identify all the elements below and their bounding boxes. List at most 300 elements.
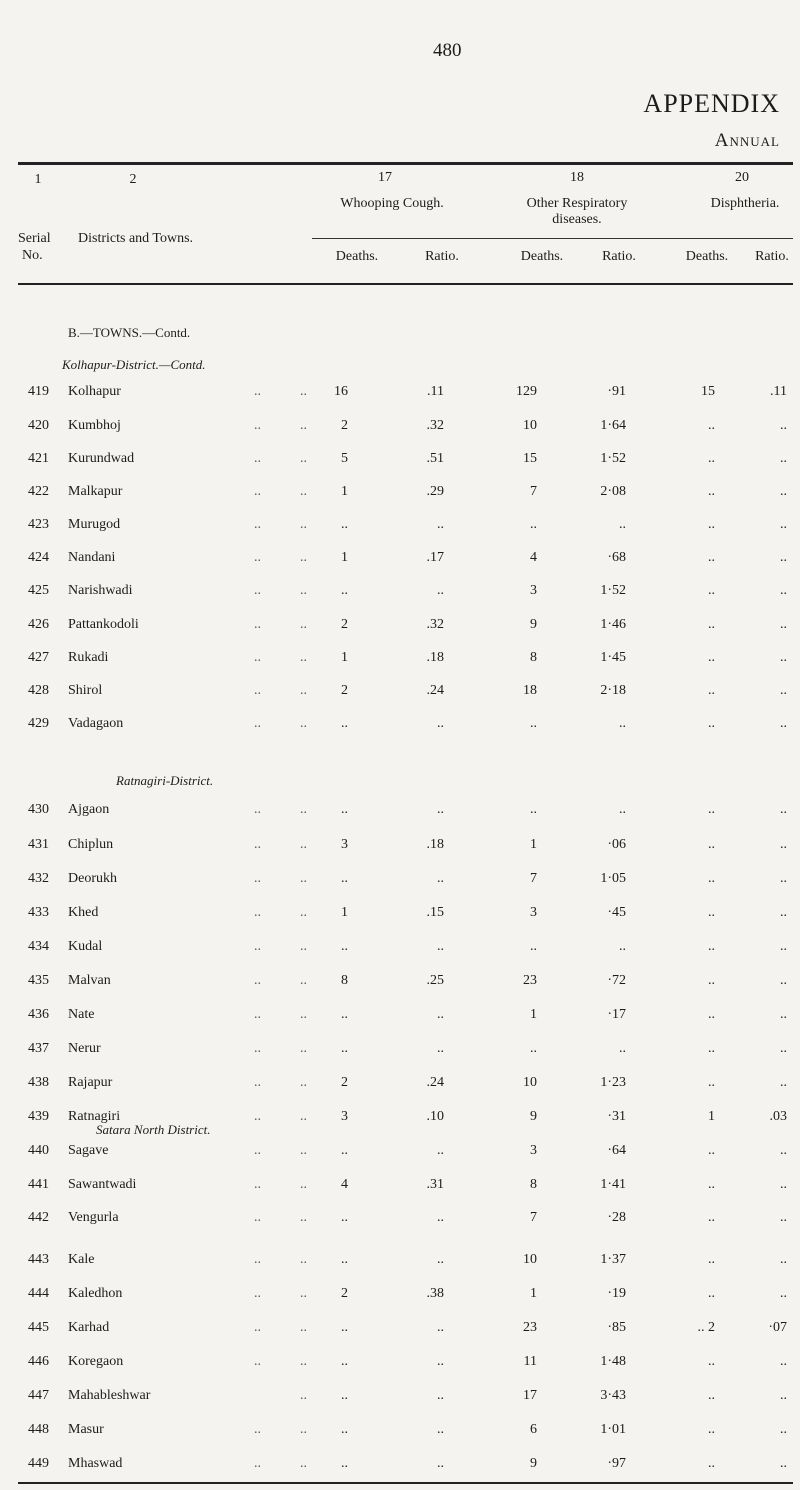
diphtheria-deaths: .. bbox=[708, 1210, 715, 1225]
col-title-diphtheria: Disphtheria. bbox=[710, 196, 780, 211]
diphtheria-deaths: .. bbox=[708, 716, 715, 731]
leader-dots: .. bbox=[254, 1320, 261, 1335]
diphtheria-ratio: .. bbox=[780, 837, 787, 852]
whooping-cough-ratio: .. bbox=[437, 1320, 444, 1335]
town-name: Narishwadi bbox=[68, 583, 133, 598]
diphtheria-deaths: .. bbox=[708, 1354, 715, 1369]
diphtheria-deaths: .. bbox=[708, 583, 715, 598]
whooping-cough-ratio: .24 bbox=[426, 683, 444, 698]
leader-dots: .. bbox=[300, 1320, 307, 1335]
respiratory-deaths: 10 bbox=[523, 1075, 537, 1090]
leader-dots: .. bbox=[300, 484, 307, 499]
respiratory-deaths: 1 bbox=[530, 1286, 537, 1301]
diphtheria-deaths: .. 2 bbox=[697, 1320, 715, 1335]
respiratory-ratio: 1·64 bbox=[600, 418, 626, 433]
table-row bbox=[0, 716, 800, 750]
town-name: Khed bbox=[68, 905, 99, 920]
serial-number: 444 bbox=[28, 1286, 49, 1301]
diphtheria-ratio: .. bbox=[780, 871, 787, 886]
town-name: Mhaswad bbox=[68, 1456, 123, 1471]
diphtheria-deaths: .. bbox=[708, 1075, 715, 1090]
diphtheria-deaths: .. bbox=[708, 451, 715, 466]
diphtheria-ratio: .. bbox=[780, 1456, 787, 1471]
diphtheria-deaths: .. bbox=[708, 837, 715, 852]
table-row bbox=[0, 802, 800, 836]
leader-dots: .. bbox=[300, 1354, 307, 1369]
table-row bbox=[0, 1075, 800, 1109]
leader-dots: .. bbox=[300, 939, 307, 954]
leader-dots: .. bbox=[300, 683, 307, 698]
whooping-cough-ratio: .. bbox=[437, 1456, 444, 1471]
leader-dots: .. bbox=[300, 1252, 307, 1267]
diphtheria-ratio: .. bbox=[780, 939, 787, 954]
respiratory-deaths: .. bbox=[530, 802, 537, 817]
diphtheria-ratio: .. bbox=[780, 517, 787, 532]
col-num-20: 20 bbox=[735, 170, 749, 185]
whooping-cough-ratio: .. bbox=[437, 1041, 444, 1056]
leader-dots: .. bbox=[300, 550, 307, 565]
town-name: Murugod bbox=[68, 517, 121, 532]
whooping-cough-ratio: .38 bbox=[426, 1286, 444, 1301]
respiratory-ratio: 1·05 bbox=[600, 871, 626, 886]
serial-number: 431 bbox=[28, 837, 49, 852]
diphtheria-deaths: .. bbox=[708, 650, 715, 665]
respiratory-ratio: 1·23 bbox=[600, 1075, 626, 1090]
leader-dots: .. bbox=[254, 617, 261, 632]
serial-number: 439 bbox=[28, 1109, 49, 1124]
respiratory-ratio: 1·41 bbox=[600, 1177, 626, 1192]
respiratory-deaths: .. bbox=[530, 716, 537, 731]
table-row bbox=[0, 837, 800, 871]
respiratory-deaths: 3 bbox=[530, 905, 537, 920]
diphtheria-ratio: .. bbox=[780, 1177, 787, 1192]
diphtheria-ratio: .. bbox=[780, 802, 787, 817]
diphtheria-deaths: .. bbox=[708, 418, 715, 433]
diphtheria-deaths: .. bbox=[708, 1422, 715, 1437]
respiratory-ratio: 3·43 bbox=[600, 1388, 626, 1403]
respiratory-deaths: 7 bbox=[530, 871, 537, 886]
respiratory-ratio: 1·46 bbox=[600, 617, 626, 632]
whooping-cough-deaths: .. bbox=[341, 716, 348, 731]
respiratory-deaths: 9 bbox=[530, 1456, 537, 1471]
town-name: Nerur bbox=[68, 1041, 101, 1056]
leader-dots: .. bbox=[254, 1210, 261, 1225]
col-num-serial: 1 bbox=[34, 172, 42, 187]
serial-number: 429 bbox=[28, 716, 49, 731]
diphtheria-ratio: .. bbox=[780, 1143, 787, 1158]
table-row bbox=[0, 871, 800, 905]
respiratory-deaths: 3 bbox=[530, 583, 537, 598]
serial-number: 447 bbox=[28, 1388, 49, 1403]
diphtheria-ratio: .. bbox=[780, 650, 787, 665]
table-row bbox=[0, 973, 800, 1007]
serial-number: 441 bbox=[28, 1177, 49, 1192]
diphtheria-deaths: .. bbox=[708, 1456, 715, 1471]
leader-dots: .. bbox=[254, 1252, 261, 1267]
whooping-cough-deaths: 2 bbox=[341, 418, 348, 433]
serial-number: 435 bbox=[28, 973, 49, 988]
diphtheria-deaths: .. bbox=[708, 550, 715, 565]
leader-dots: .. bbox=[254, 451, 261, 466]
section-towns: B.—TOWNS.—Contd. bbox=[68, 325, 191, 340]
respiratory-ratio: .. bbox=[619, 939, 626, 954]
leader-dots: .. bbox=[254, 384, 261, 399]
town-name: Pattankodoli bbox=[68, 617, 139, 632]
diphtheria-ratio: ·07 bbox=[768, 1320, 787, 1335]
table-row bbox=[0, 583, 800, 617]
table-row bbox=[0, 1041, 800, 1075]
leader-dots: .. bbox=[300, 384, 307, 399]
respiratory-deaths: 4 bbox=[530, 550, 537, 565]
table-row bbox=[0, 517, 800, 551]
diphtheria-deaths: .. bbox=[708, 973, 715, 988]
town-name: Kumbhoj bbox=[68, 418, 121, 433]
section-satara: Satara North District. bbox=[96, 1122, 211, 1137]
whooping-cough-deaths: .. bbox=[341, 517, 348, 532]
whooping-cough-deaths: 4 bbox=[341, 1177, 348, 1192]
leader-dots: .. bbox=[300, 837, 307, 852]
serial-number: 432 bbox=[28, 871, 49, 886]
town-name: Mahableshwar bbox=[68, 1388, 151, 1403]
leader-dots: .. bbox=[300, 802, 307, 817]
col-num-17: 17 bbox=[378, 170, 392, 185]
leader-dots: .. bbox=[300, 1388, 307, 1403]
respiratory-ratio: ·28 bbox=[607, 1210, 626, 1225]
serial-label-2: No. bbox=[22, 248, 43, 263]
table-row bbox=[0, 1354, 800, 1388]
diphtheria-ratio: .. bbox=[780, 1388, 787, 1403]
diphtheria-ratio: .. bbox=[780, 1354, 787, 1369]
whooping-cough-deaths: 8 bbox=[341, 973, 348, 988]
serial-number: 426 bbox=[28, 617, 49, 632]
respiratory-ratio: .. bbox=[619, 802, 626, 817]
diphtheria-ratio: .. bbox=[780, 973, 787, 988]
town-name: Ajgaon bbox=[68, 802, 110, 817]
section-kolhapur: Kolhapur-District.—Contd. bbox=[62, 357, 206, 372]
respiratory-ratio: ·19 bbox=[607, 1286, 626, 1301]
leader-dots: .. bbox=[254, 1109, 261, 1124]
table-row bbox=[0, 1252, 800, 1286]
table-row bbox=[0, 1286, 800, 1320]
whooping-cough-ratio: .18 bbox=[426, 837, 444, 852]
diphtheria-ratio: .. bbox=[780, 1210, 787, 1225]
respiratory-deaths: 23 bbox=[523, 1320, 537, 1335]
whooping-cough-ratio: .. bbox=[437, 1210, 444, 1225]
leader-dots: .. bbox=[254, 871, 261, 886]
serial-number: 434 bbox=[28, 939, 49, 954]
serial-number: 424 bbox=[28, 550, 49, 565]
diphtheria-ratio: .. bbox=[780, 451, 787, 466]
town-name: Sagave bbox=[68, 1143, 109, 1158]
leader-dots: .. bbox=[300, 716, 307, 731]
bottom-rule bbox=[18, 1482, 793, 1484]
town-name: Vengurla bbox=[68, 1210, 119, 1225]
respiratory-ratio: 1·45 bbox=[600, 650, 626, 665]
leader-dots: .. bbox=[254, 1354, 261, 1369]
town-name: Shirol bbox=[68, 683, 103, 698]
diphtheria-deaths: .. bbox=[708, 1252, 715, 1267]
col-title-other-respiratory-1: Other Respiratory bbox=[526, 196, 628, 211]
leader-dots: .. bbox=[300, 451, 307, 466]
leader-dots: .. bbox=[254, 1177, 261, 1192]
whooping-cough-ratio: .32 bbox=[426, 617, 444, 632]
whooping-cough-ratio: .. bbox=[437, 1007, 444, 1022]
diphtheria-ratio: .03 bbox=[769, 1109, 787, 1124]
table-row bbox=[0, 650, 800, 684]
table-row bbox=[0, 617, 800, 651]
respiratory-deaths: 7 bbox=[530, 1210, 537, 1225]
whooping-cough-deaths: 1 bbox=[341, 905, 348, 920]
whooping-cough-deaths: 2 bbox=[341, 1075, 348, 1090]
whooping-cough-ratio: .. bbox=[437, 583, 444, 598]
whooping-cough-deaths: 3 bbox=[341, 837, 348, 852]
diphtheria-deaths: 15 bbox=[701, 384, 715, 399]
diphtheria-deaths: .. bbox=[708, 939, 715, 954]
section-ratnagiri: Ratnagiri-District. bbox=[116, 773, 214, 788]
serial-number: 427 bbox=[28, 650, 49, 665]
serial-number: 430 bbox=[28, 802, 49, 817]
leader-dots: .. bbox=[254, 650, 261, 665]
serial-number: 438 bbox=[28, 1075, 49, 1090]
serial-number: 446 bbox=[28, 1354, 49, 1369]
diphtheria-ratio: .. bbox=[780, 1041, 787, 1056]
leader-dots: .. bbox=[254, 517, 261, 532]
col-num-district: 2 bbox=[129, 172, 137, 187]
annual-subtitle: Annual bbox=[714, 130, 780, 151]
whooping-cough-ratio: .. bbox=[437, 1252, 444, 1267]
leader-dots: .. bbox=[254, 1422, 261, 1437]
whooping-cough-deaths: .. bbox=[341, 583, 348, 598]
town-name: Rajapur bbox=[68, 1075, 113, 1090]
town-name: Kale bbox=[68, 1252, 95, 1267]
respiratory-ratio: ·97 bbox=[607, 1456, 626, 1471]
diphtheria-deaths: .. bbox=[708, 1007, 715, 1022]
diphtheria-deaths: 1 bbox=[708, 1109, 715, 1124]
district-label: Districts and Towns. bbox=[78, 231, 194, 246]
leader-dots: .. bbox=[254, 550, 261, 565]
leader-dots: .. bbox=[254, 583, 261, 598]
leader-dots: .. bbox=[254, 1286, 261, 1301]
respiratory-deaths: .. bbox=[530, 939, 537, 954]
whooping-cough-ratio: .. bbox=[437, 716, 444, 731]
respiratory-deaths: 8 bbox=[530, 650, 537, 665]
town-name: Rukadi bbox=[68, 650, 109, 665]
respiratory-ratio: .. bbox=[619, 1041, 626, 1056]
whooping-cough-deaths: 1 bbox=[341, 550, 348, 565]
respiratory-ratio: ·85 bbox=[607, 1320, 626, 1335]
leader-dots: .. bbox=[300, 1109, 307, 1124]
serial-number: 445 bbox=[28, 1320, 49, 1335]
top-rule bbox=[18, 162, 793, 165]
whooping-cough-deaths: 1 bbox=[341, 650, 348, 665]
respiratory-ratio: .. bbox=[619, 517, 626, 532]
serial-number: 428 bbox=[28, 683, 49, 698]
table-row bbox=[0, 384, 800, 418]
respiratory-deaths: 1 bbox=[530, 1007, 537, 1022]
whooping-cough-ratio: .15 bbox=[426, 905, 444, 920]
respiratory-deaths: 9 bbox=[530, 1109, 537, 1124]
diphtheria-deaths: .. bbox=[708, 871, 715, 886]
leader-dots: .. bbox=[254, 1456, 261, 1471]
respiratory-ratio: 1·37 bbox=[600, 1252, 626, 1267]
whooping-cough-ratio: .. bbox=[437, 1388, 444, 1403]
leader-dots: .. bbox=[254, 418, 261, 433]
respiratory-deaths: 11 bbox=[523, 1354, 537, 1369]
leader-dots: .. bbox=[300, 1075, 307, 1090]
diphtheria-deaths: .. bbox=[708, 802, 715, 817]
respiratory-deaths: 6 bbox=[530, 1422, 537, 1437]
serial-number: 440 bbox=[28, 1143, 49, 1158]
respiratory-deaths: 9 bbox=[530, 617, 537, 632]
diphtheria-ratio: .11 bbox=[770, 384, 787, 399]
diphtheria-ratio: .. bbox=[780, 484, 787, 499]
diphtheria-deaths: .. bbox=[708, 617, 715, 632]
diphtheria-ratio: .. bbox=[780, 1286, 787, 1301]
serial-number: 421 bbox=[28, 451, 49, 466]
diphtheria-deaths: .. bbox=[708, 683, 715, 698]
respiratory-deaths: 3 bbox=[530, 1143, 537, 1158]
diphtheria-ratio: .. bbox=[780, 1007, 787, 1022]
respiratory-ratio: 1·52 bbox=[600, 451, 626, 466]
whooping-cough-ratio: .17 bbox=[426, 550, 444, 565]
serial-number: 436 bbox=[28, 1007, 49, 1022]
respiratory-ratio: ·31 bbox=[607, 1109, 626, 1124]
serial-label-1: Serial bbox=[18, 231, 51, 246]
di-ratio-label: Ratio. bbox=[755, 249, 789, 264]
serial-number: 433 bbox=[28, 905, 49, 920]
serial-number: 420 bbox=[28, 418, 49, 433]
whooping-cough-ratio: .31 bbox=[426, 1177, 444, 1192]
diphtheria-ratio: .. bbox=[780, 1422, 787, 1437]
whooping-cough-ratio: .. bbox=[437, 939, 444, 954]
wc-deaths-label: Deaths. bbox=[335, 249, 379, 264]
respiratory-ratio: ·72 bbox=[607, 973, 626, 988]
whooping-cough-ratio: .. bbox=[437, 1143, 444, 1158]
whooping-cough-ratio: .. bbox=[437, 517, 444, 532]
table-row bbox=[0, 1177, 800, 1211]
table-row bbox=[0, 484, 800, 518]
leader-dots: .. bbox=[300, 650, 307, 665]
table-row bbox=[0, 550, 800, 584]
respiratory-ratio: 1·52 bbox=[600, 583, 626, 598]
table-row bbox=[0, 1143, 800, 1177]
respiratory-deaths: 129 bbox=[516, 384, 537, 399]
header-rule bbox=[18, 283, 793, 285]
whooping-cough-deaths: .. bbox=[341, 1456, 348, 1471]
serial-number: 442 bbox=[28, 1210, 49, 1225]
leader-dots: .. bbox=[300, 1422, 307, 1437]
whooping-cough-deaths: .. bbox=[341, 1354, 348, 1369]
respiratory-deaths: 10 bbox=[523, 1252, 537, 1267]
diphtheria-deaths: .. bbox=[708, 517, 715, 532]
whooping-cough-ratio: .24 bbox=[426, 1075, 444, 1090]
serial-number: 422 bbox=[28, 484, 49, 499]
leader-dots: .. bbox=[300, 1210, 307, 1225]
town-name: Malvan bbox=[68, 973, 111, 988]
whooping-cough-deaths: 16 bbox=[334, 384, 348, 399]
whooping-cough-ratio: .32 bbox=[426, 418, 444, 433]
town-name: Kolhapur bbox=[68, 384, 121, 399]
whooping-cough-deaths: .. bbox=[341, 1143, 348, 1158]
leader-dots: .. bbox=[300, 871, 307, 886]
respiratory-deaths: 8 bbox=[530, 1177, 537, 1192]
table-row bbox=[0, 1007, 800, 1041]
leader-dots: .. bbox=[300, 517, 307, 532]
serial-number: 419 bbox=[28, 384, 49, 399]
wc-ratio-label: Ratio. bbox=[425, 249, 459, 264]
whooping-cough-deaths: .. bbox=[341, 1320, 348, 1335]
whooping-cough-deaths: 2 bbox=[341, 617, 348, 632]
respiratory-deaths: 15 bbox=[523, 451, 537, 466]
town-name: Sawantwadi bbox=[68, 1177, 137, 1192]
table-row bbox=[0, 1422, 800, 1456]
leader-dots: .. bbox=[300, 617, 307, 632]
respiratory-deaths: 23 bbox=[523, 973, 537, 988]
leader-dots: .. bbox=[300, 1041, 307, 1056]
whooping-cough-deaths: 1 bbox=[341, 484, 348, 499]
town-name: Malkapur bbox=[68, 484, 123, 499]
diphtheria-deaths: .. bbox=[708, 1041, 715, 1056]
respiratory-ratio: ·64 bbox=[607, 1143, 626, 1158]
leader-dots: .. bbox=[300, 1286, 307, 1301]
respiratory-deaths: 1 bbox=[530, 837, 537, 852]
whooping-cough-deaths: .. bbox=[341, 1210, 348, 1225]
table-row bbox=[0, 451, 800, 485]
respiratory-ratio: ·68 bbox=[607, 550, 626, 565]
serial-number: 443 bbox=[28, 1252, 49, 1267]
table-row bbox=[0, 1456, 800, 1490]
town-name: Masur bbox=[68, 1422, 104, 1437]
town-name: Kaledhon bbox=[68, 1286, 123, 1301]
whooping-cough-ratio: .10 bbox=[426, 1109, 444, 1124]
town-name: Karhad bbox=[68, 1320, 110, 1335]
respiratory-ratio: 1·01 bbox=[600, 1422, 626, 1437]
town-name: Vadagaon bbox=[68, 716, 124, 731]
leader-dots: .. bbox=[254, 905, 261, 920]
whooping-cough-deaths: .. bbox=[341, 1007, 348, 1022]
respiratory-deaths: 10 bbox=[523, 418, 537, 433]
diphtheria-deaths: .. bbox=[708, 484, 715, 499]
leader-dots: .. bbox=[300, 1456, 307, 1471]
whooping-cough-deaths: .. bbox=[341, 802, 348, 817]
whooping-cough-ratio: .29 bbox=[426, 484, 444, 499]
whooping-cough-ratio: .. bbox=[437, 871, 444, 886]
col-title-whooping-cough: Whooping Cough. bbox=[340, 196, 444, 211]
respiratory-ratio: .. bbox=[619, 716, 626, 731]
table-row bbox=[0, 905, 800, 939]
serial-number: 449 bbox=[28, 1456, 49, 1471]
whooping-cough-deaths: .. bbox=[341, 939, 348, 954]
serial-number: 448 bbox=[28, 1422, 49, 1437]
leader-dots: .. bbox=[300, 1143, 307, 1158]
diphtheria-ratio: .. bbox=[780, 617, 787, 632]
col-title-other-respiratory-2: diseases. bbox=[552, 212, 602, 227]
leader-dots: .. bbox=[254, 939, 261, 954]
diphtheria-deaths: .. bbox=[708, 1177, 715, 1192]
whooping-cough-ratio: .11 bbox=[427, 384, 444, 399]
diphtheria-ratio: .. bbox=[780, 583, 787, 598]
serial-number: 423 bbox=[28, 517, 49, 532]
diphtheria-ratio: .. bbox=[780, 683, 787, 698]
town-name: Kudal bbox=[68, 939, 103, 954]
whooping-cough-deaths: .. bbox=[341, 1252, 348, 1267]
respiratory-ratio: ·45 bbox=[607, 905, 626, 920]
col-num-18: 18 bbox=[570, 170, 584, 185]
leader-dots: .. bbox=[254, 716, 261, 731]
whooping-cough-ratio: .. bbox=[437, 1422, 444, 1437]
whooping-cough-ratio: .18 bbox=[426, 650, 444, 665]
whooping-cough-deaths: 2 bbox=[341, 683, 348, 698]
